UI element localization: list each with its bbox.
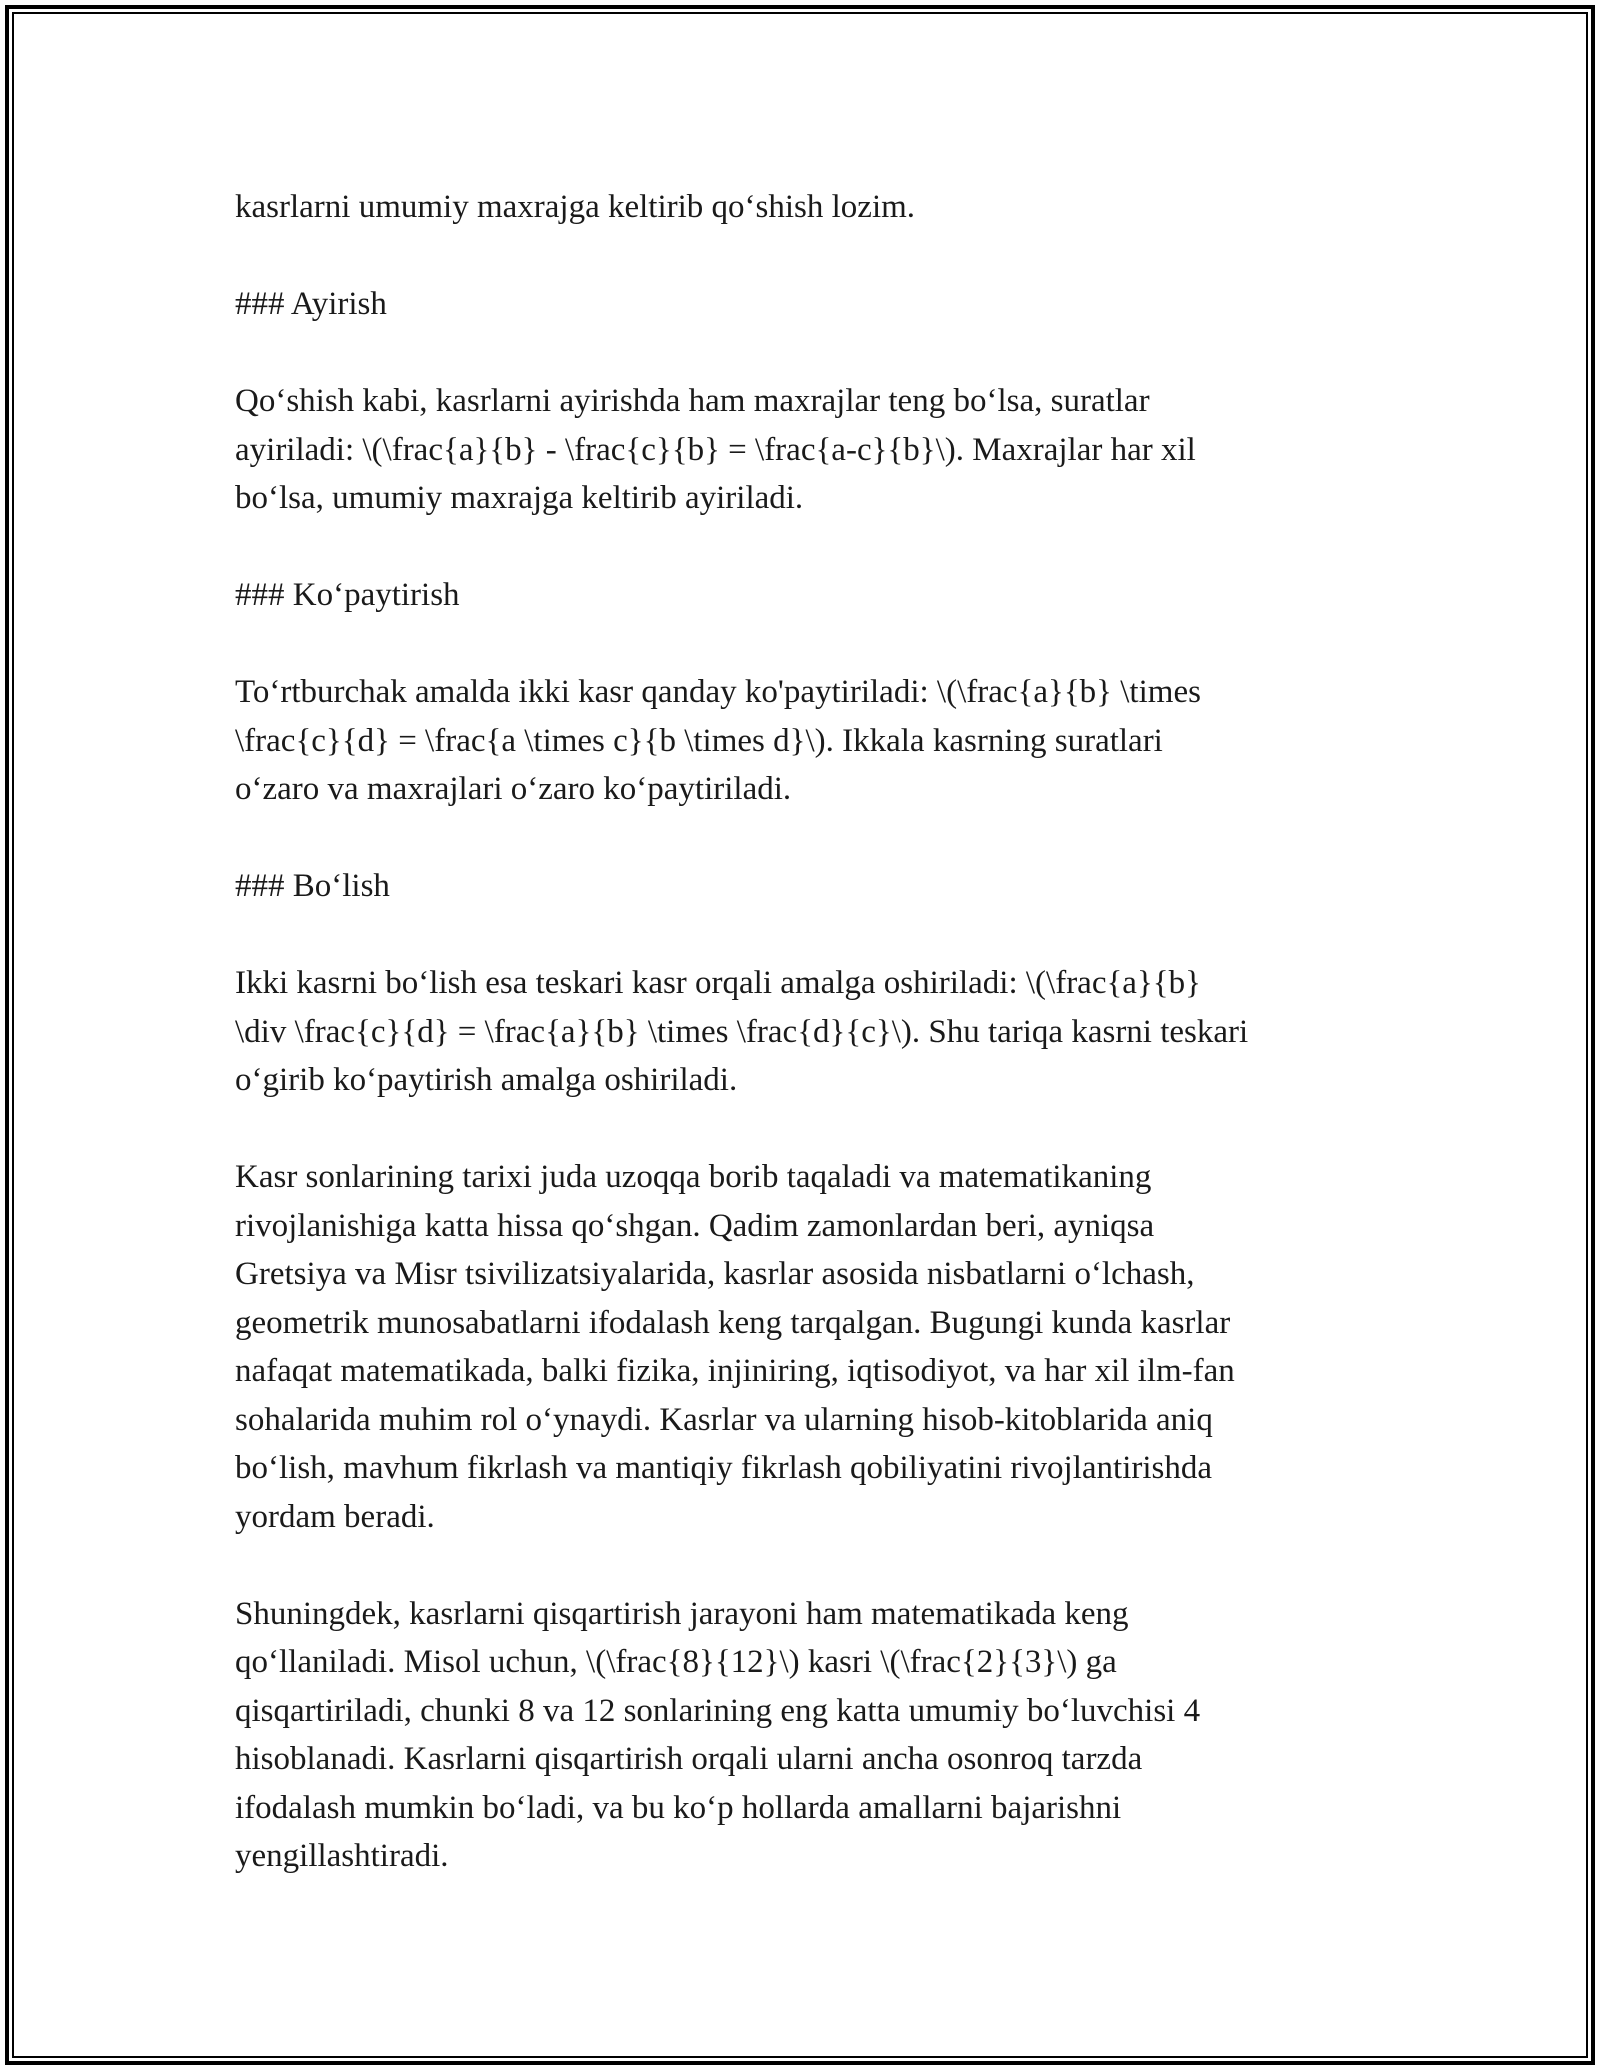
heading-bolish: ### Bo‘lish [235,868,390,904]
paragraph-intro-continuation: kasrlarni umumiy maxrajga keltirib qo‘shish lozim. [235,189,916,225]
paragraph-simplification: Shuningdek, kasrlarni qisqartirish jarayoni ham matematikada keng qo‘llaniladi. Misol uchun, \(\frac{8}{12}\) kasri \(\frac{2}{3}\) ga qisqartiriladi, chunki 8 va 12 sonlarining eng katta umumiy bo‘luvchisi 4 hisoblanadi. Kasrlarni qisqartirish orqali ularni ancha osonroq tarzda ifodalash mumkin bo‘ladi, va bu ko‘p hollarda amallarni bajarishni yengillashtiradi. [235,1595,1201,1874]
heading-ayirish: ### Ayirish [235,286,387,322]
heading-kopaytirish: ### Ko‘paytirish [235,577,460,613]
paragraph-kopaytirish: To‘rtburchak amalda ikki kasr qanday ko'paytiriladi: \(\frac{a}{b} \times \frac{c}{d} = \frac{a \times c}{b \times d}\). Ikkala kasrning suratlari o‘zaro va maxrajlari o‘zaro ko‘paytiriladi. [235,674,1201,807]
paragraph-ayirish: Qo‘shish kabi, kasrlarni ayirishda ham maxrajlar teng bo‘lsa, suratlar ayiriladi: \(\frac{a}{b} - \frac{c}{b} = \frac{a-c}{b}\). Maxrajlar har xil bo‘lsa, umumiy maxrajga keltirib ayiriladi. [235,383,1196,516]
paragraph-bolish: Ikki kasrni bo‘lish esa teskari kasr orqali amalga oshiriladi: \(\frac{a}{b} \div \frac{c}{d} = \frac{a}{b} \times \frac{d}{c}\). Shu tariqa kasrni teskari o‘girib ko‘paytirish amalga oshiriladi. [235,965,1249,1098]
document-body [235,183,1365,1881]
paragraph-history: Kasr sonlarining tarixi juda uzoqqa borib taqaladi va matematikaning rivojlanishiga katta hissa qo‘shgan. Qadim zamonlardan beri, ayniqsa Gretsiya va Misr tsivilizatsiyalarida, kasrlar asosida nisbatlarni o‘lchash, geometrik munosabatlarni ifodalash keng tarqalgan. Bugungi kunda kasrlar nafaqat matematikada, balki fizika, injiniring, iqtisodiyot, va har xil ilm-fan sohalarida muhim rol o‘ynaydi. Kasrlar va ularning hisob-kitoblarida aniq bo‘lish, mavhum fikrlash va mantiqiy fikrlash qobiliyatini rivojlantirishda yordam beradi. [235,1159,1235,1535]
